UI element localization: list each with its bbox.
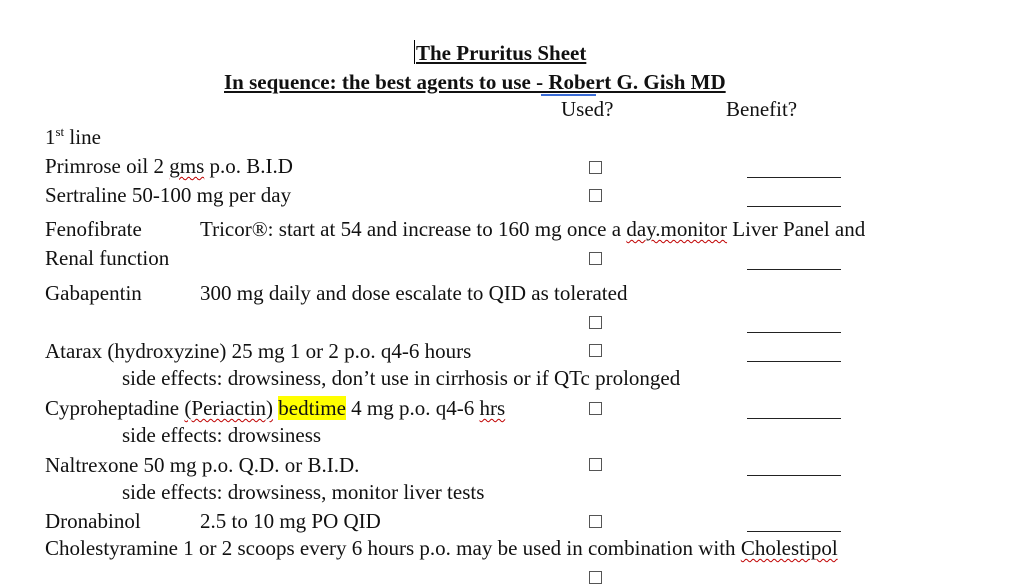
row-naltrexone-side-effects: side effects: drowsiness, monitor liver tests <box>122 480 485 504</box>
benefit-blank-primrose[interactable] <box>747 177 841 178</box>
column-header-used: Used? <box>561 97 614 121</box>
used-checkbox-cholestyramine[interactable] <box>589 571 602 584</box>
benefit-blank-naltrexone[interactable] <box>747 475 841 476</box>
used-checkbox-atarax[interactable] <box>589 344 602 357</box>
row-naltrexone-text: Naltrexone 50 mg p.o. Q.D. or B.I.D. <box>45 453 360 477</box>
benefit-blank-dronabinol[interactable] <box>747 531 841 532</box>
row-sertraline-text: Sertraline 50-100 mg per day <box>45 183 292 207</box>
row-cyproheptadine-side-effects: side effects: drowsiness <box>122 423 322 447</box>
row-atarax-text: Atarax (hydroxyzine) 25 mg 1 or 2 p.o. q4-6 hours <box>45 339 472 363</box>
section-label-first-line: 1st line <box>45 124 101 149</box>
benefit-blank-gabapentin[interactable] <box>747 332 841 333</box>
grammar-underline <box>541 94 596 96</box>
row-cyproheptadine-text: Cyproheptadine (Periactin) bedtime 4 mg p.o. q4-6 hrs <box>45 396 506 420</box>
column-header-benefit: Benefit? <box>726 97 798 121</box>
used-checkbox-dronabinol[interactable] <box>589 515 602 528</box>
row-dronabinol-drug: Dronabinol <box>45 509 141 533</box>
row-fenofibrate-text: Tricor®: start at 54 and increase to 160 mg once a day.monitor Liver Panel and <box>200 217 866 241</box>
document-subtitle: In sequence: the best agents to use - Robert G. Gish MD <box>224 70 726 94</box>
used-checkbox-gabapentin[interactable] <box>589 316 602 329</box>
highlighted-word: bedtime <box>278 396 346 420</box>
benefit-blank-atarax[interactable] <box>747 361 841 362</box>
benefit-blank-cyproheptadine[interactable] <box>747 418 841 419</box>
benefit-blank-fenofibrate[interactable] <box>747 269 841 270</box>
used-checkbox-fenofibrate[interactable] <box>589 252 602 265</box>
benefit-blank-sertraline[interactable] <box>747 206 841 207</box>
used-checkbox-primrose[interactable] <box>589 161 602 174</box>
document-title: The Pruritus Sheet <box>416 41 587 65</box>
row-primrose-text: Primrose oil 2 gms p.o. B.I.D <box>45 154 293 178</box>
row-cholestyramine-text: Cholestyramine 1 or 2 scoops every 6 hours p.o. may be used in combination with Cholestipol <box>45 536 838 560</box>
row-gabapentin-drug: Gabapentin <box>45 281 142 305</box>
row-fenofibrate-drug: Fenofibrate <box>45 217 142 241</box>
used-checkbox-sertraline[interactable] <box>589 189 602 202</box>
row-atarax-side-effects: side effects: drowsiness, don’t use in cirrhosis or if QTc prolonged <box>122 366 681 390</box>
row-dronabinol-text: 2.5 to 10 mg PO QID <box>200 509 381 533</box>
row-gabapentin-text: 300 mg daily and dose escalate to QID as tolerated <box>200 281 628 305</box>
row-fenofibrate-line2: Renal function <box>45 246 170 270</box>
used-checkbox-cyproheptadine[interactable] <box>589 402 602 415</box>
text-cursor <box>414 40 415 64</box>
used-checkbox-naltrexone[interactable] <box>589 458 602 471</box>
